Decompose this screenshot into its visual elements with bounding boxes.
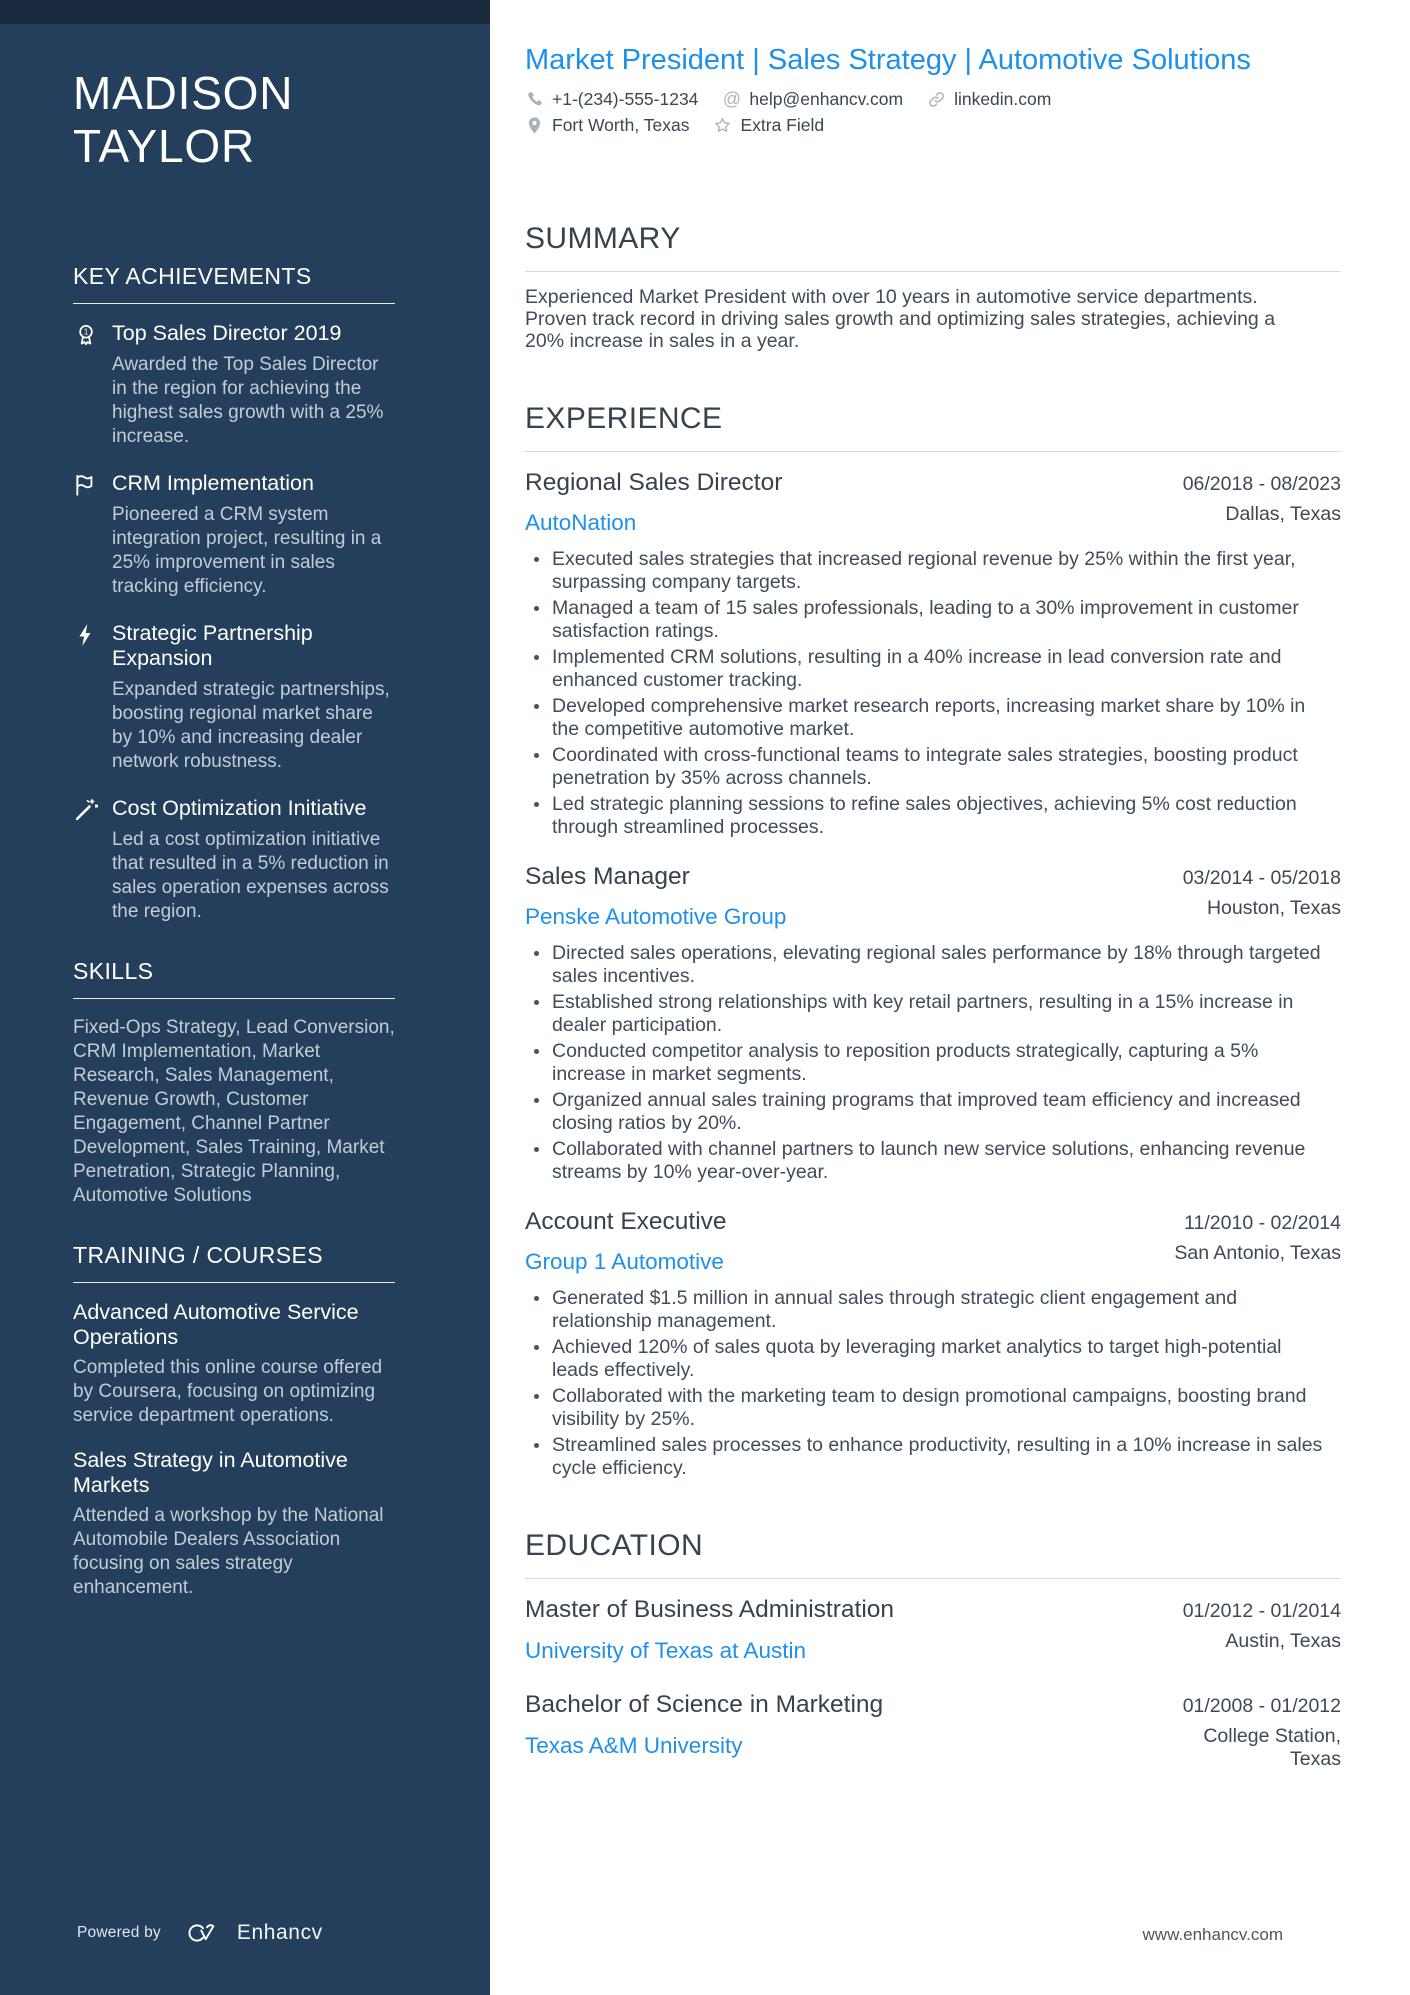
job-dates: 11/2010 - 02/2014: [1184, 1212, 1341, 1234]
job-location: Houston, Texas: [1206, 897, 1341, 919]
job-bullet: Coordinated with cross-functional teams to integrate sales strategies, boosting product penetration by 35% across channels.: [525, 744, 1325, 789]
key-achievements-heading: KEY ACHIEVEMENTS: [73, 263, 395, 304]
training-description: Attended a workshop by the National Automobile Dealers Association focusing on sales strategy enhancement.: [73, 1505, 384, 1598]
achievement-description: Pioneered a CRM system integration project, resulting in a 25% improvement in sales tracking efficiency.: [112, 504, 382, 597]
education-entry: [525, 1690, 1341, 1771]
training-title: Sales Strategy in Automotive Markets: [73, 1448, 348, 1497]
achievement-item: [73, 321, 395, 449]
section-experience: [525, 402, 1341, 1479]
training-title: Advanced Automotive Service Operations: [73, 1300, 359, 1349]
phone-number: +1-(234)-555-1234: [552, 89, 699, 109]
linkedin-url[interactable]: linkedin.com: [954, 89, 1052, 109]
experience-entry: [525, 1207, 1341, 1479]
education-entry: [525, 1595, 1341, 1664]
job-bullet: Collaborated with the marketing team to design promotional campaigns, boosting brand visibility by 25%.: [525, 1385, 1325, 1430]
job-location: San Antonio, Texas: [1174, 1242, 1341, 1264]
at-icon: @: [722, 89, 742, 109]
summary-heading: SUMMARY: [525, 222, 1341, 272]
enhancv-wordmark[interactable]: Enhancv: [236, 1921, 323, 1944]
job-location: Dallas, Texas: [1225, 503, 1341, 525]
training-heading: TRAINING / COURSES: [73, 1242, 395, 1283]
section-summary: [525, 222, 1341, 352]
training-item: [73, 1448, 395, 1600]
job-bullet: Executed sales strategies that increased regional revenue by 25% within the first year, surpassing company targets.: [525, 548, 1325, 593]
main-column: [490, 0, 1410, 1995]
enhancv-logo[interactable]: [176, 1921, 222, 1945]
top-accent-band: [0, 0, 490, 24]
achievement-item: [73, 621, 395, 774]
job-bullet: Directed sales operations, elevating regional sales performance by 18% through targeted sales incentives.: [525, 942, 1325, 987]
summary-text: Experienced Market President with over 10 years in automotive service departments. Proven track record in driving sales growth and optimizing sales strategies, achieving a 20% increase in sales in a year.: [525, 286, 1276, 352]
job-bullet-list: [525, 548, 1325, 838]
bolt-icon: [73, 622, 99, 648]
school-location: Austin, Texas: [1225, 1630, 1341, 1652]
skills-list: Fixed-Ops Strategy, Lead Conversion, CRM Implementation, Market Research, Sales Management, Revenue Growth, Customer Engagement, Channel Partner Development, Sales Training, Market Penetration, Strategic Planning, Automotive Solutions: [73, 1017, 395, 1206]
website-footer[interactable]: www.enhancv.com: [1142, 1925, 1283, 1944]
job-title: Regional Sales Director: [525, 469, 783, 496]
extra-field-text: Extra Field: [740, 115, 825, 135]
achievement-description: Awarded the Top Sales Director in the region for achieving the highest sales growth with a 25% increase.: [112, 354, 384, 447]
company-name: AutoNation: [525, 510, 637, 535]
job-bullet: Collaborated with channel partners to launch new service solutions, enhancing revenue streams by 10% year-over-year.: [525, 1138, 1325, 1183]
job-bullet-list: [525, 942, 1325, 1183]
degree-title: Master of Business Administration: [525, 1596, 895, 1623]
medal-icon: [73, 322, 99, 348]
flag-icon: [73, 472, 99, 498]
achievement-title: Top Sales Director 2019: [112, 321, 342, 345]
job-bullet: Established strong relationships with key retail partners, resulting in a 15% increase in dealer participation.: [525, 991, 1325, 1036]
candidate-name: [73, 67, 417, 173]
section-skills: [73, 958, 395, 1208]
powered-by-label: Powered by: [77, 1924, 161, 1941]
training-description: Completed this online course offered by Coursera, focusing on optimizing service department operations.: [73, 1357, 383, 1426]
achievement-title: Cost Optimization Initiative: [112, 796, 367, 820]
degree-dates: 01/2012 - 01/2014: [1182, 1600, 1341, 1622]
achievement-title: Strategic Partnership Expansion: [112, 621, 313, 670]
school-location: College Station, Texas: [1203, 1725, 1341, 1770]
school-name: Texas A&M University: [525, 1733, 743, 1758]
job-dates: 06/2018 - 08/2023: [1182, 473, 1341, 495]
contact-extra-field: [713, 115, 824, 136]
achievement-item: [73, 471, 395, 599]
resume-headline: Market President | Sales Strategy | Automotive Solutions: [525, 44, 1251, 76]
job-bullet: Conducted competitor analysis to reposition products strategically, capturing a 5% increase in market segments.: [525, 1040, 1325, 1085]
job-bullet: Streamlined sales processes to enhance productivity, resulting in a 10% increase in sales cycle efficiency.: [525, 1434, 1325, 1479]
job-bullet-list: [525, 1287, 1325, 1479]
job-bullet: Implemented CRM solutions, resulting in a 40% increase in lead conversion rate and enhanced customer tracking.: [525, 646, 1325, 691]
star-icon: [713, 116, 732, 135]
degree-dates: 01/2008 - 01/2012: [1182, 1695, 1341, 1717]
experience-entry: [525, 468, 1341, 838]
email-address[interactable]: help@enhancv.com: [749, 89, 904, 109]
phone-icon: [525, 90, 544, 109]
job-title: Sales Manager: [525, 863, 690, 890]
job-bullet: Led strategic planning sessions to refine sales objectives, achieving 5% cost reduction through streamlined processes.: [525, 793, 1325, 838]
contact-info: [525, 89, 1341, 136]
contact-phone: [525, 89, 698, 110]
candidate-name-line2: TAYLOR: [73, 120, 256, 172]
job-bullet: Organized annual sales training programs that improved team efficiency and increased closing ratios by 20%.: [525, 1089, 1325, 1134]
experience-heading: EXPERIENCE: [525, 402, 1341, 452]
sidebar: [0, 0, 490, 1995]
contact-linkedin[interactable]: [927, 89, 1051, 110]
location-pin-icon: [525, 116, 544, 135]
education-heading: EDUCATION: [525, 1529, 1341, 1579]
job-bullet: Achieved 120% of sales quota by leveraging market analytics to target high-potential leads effectively.: [525, 1336, 1325, 1381]
achievement-title: CRM Implementation: [112, 471, 314, 495]
location-text: Fort Worth, Texas: [552, 115, 690, 135]
link-icon: [927, 90, 946, 109]
experience-entry: [525, 862, 1341, 1183]
job-bullet: Managed a team of 15 sales professionals, leading to a 30% improvement in customer satisfaction ratings.: [525, 597, 1325, 642]
achievement-item: [73, 796, 395, 924]
school-name: University of Texas at Austin: [525, 1638, 806, 1663]
company-name: Penske Automotive Group: [525, 904, 787, 929]
contact-location: [525, 115, 689, 136]
company-name: Group 1 Automotive: [525, 1249, 724, 1274]
job-bullet: Generated $1.5 million in annual sales through strategic client engagement and relationship management.: [525, 1287, 1325, 1332]
degree-title: Bachelor of Science in Marketing: [525, 1691, 884, 1718]
job-bullet: Developed comprehensive market research reports, increasing market share by 10% in the competitive automotive market.: [525, 695, 1325, 740]
powered-by-footer: [77, 1921, 323, 1945]
section-education: [525, 1529, 1341, 1771]
section-training-courses: [73, 1242, 395, 1600]
achievement-description: Led a cost optimization initiative that resulted in a 5% reduction in sales operation expenses across the region.: [112, 829, 389, 922]
wand-icon: [73, 797, 99, 823]
job-title: Account Executive: [525, 1208, 727, 1235]
section-key-achievements: [73, 263, 395, 924]
svg-text:1: 1: [83, 327, 89, 337]
candidate-name-line1: MADISON: [73, 67, 294, 119]
skills-heading: SKILLS: [73, 958, 395, 999]
training-item: [73, 1300, 395, 1428]
achievement-description: Expanded strategic partnerships, boosting regional market share by 10% and increasing dealer network robustness.: [112, 679, 390, 772]
job-dates: 03/2014 - 05/2018: [1182, 867, 1341, 889]
contact-email[interactable]: [722, 89, 903, 110]
